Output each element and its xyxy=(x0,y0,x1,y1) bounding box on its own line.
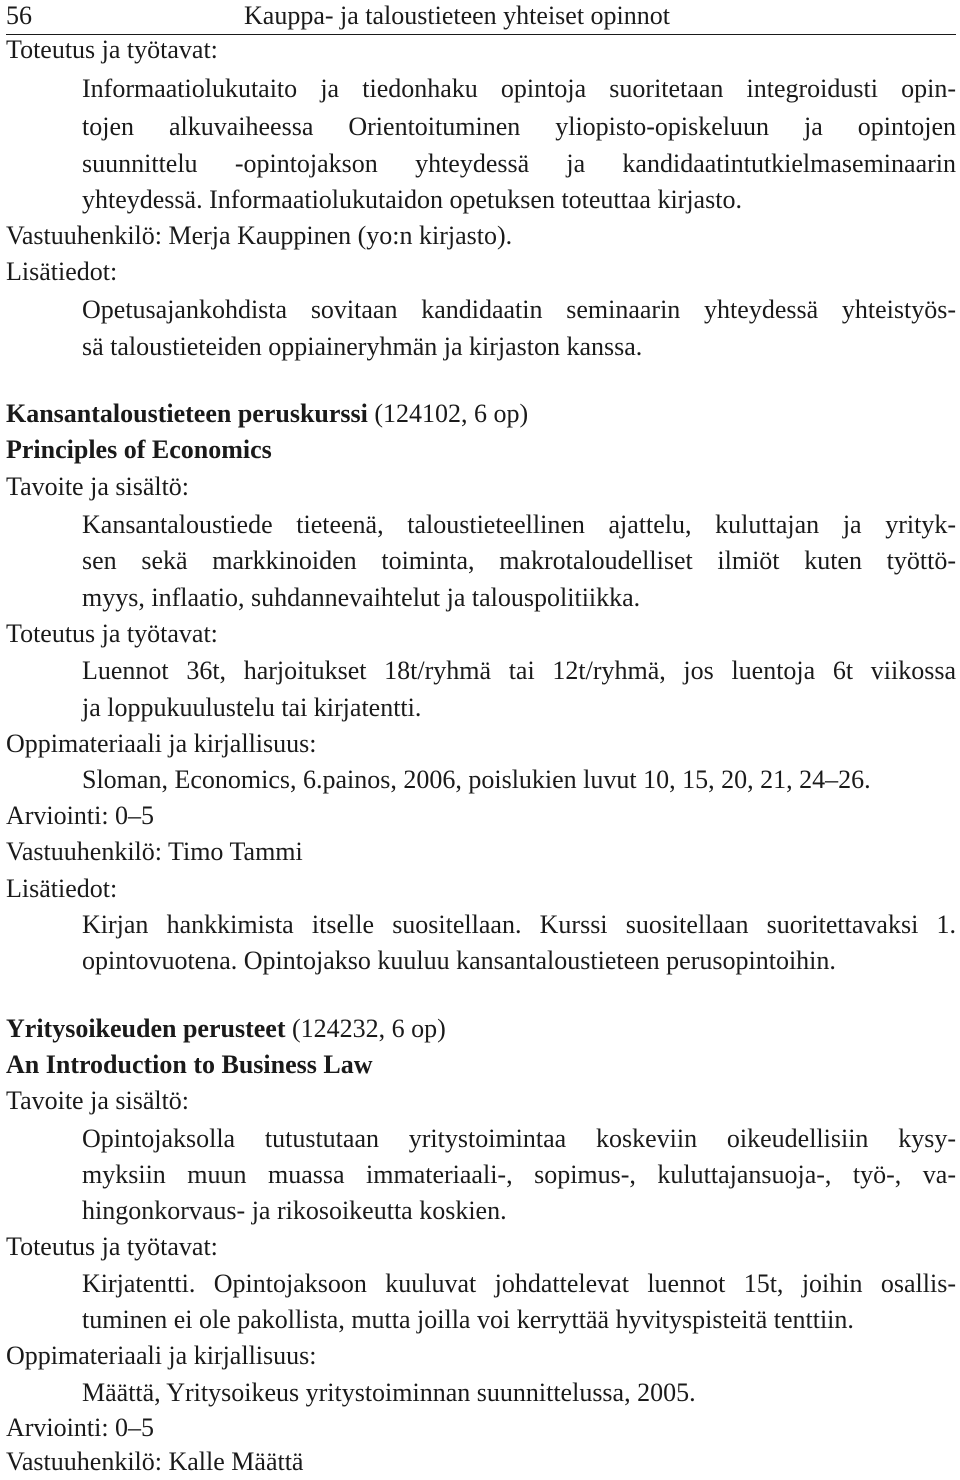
paragraph-line: opintovuotena. Opintojakso kuuluu kansantaloustieteen perusopintoihin. xyxy=(82,946,836,975)
paragraph-line: suunnittelu -opintojakson yhteydessä ja kandidaatintutkielmaseminaarin xyxy=(82,149,956,178)
paragraph-line: Sloman, Economics, 6.painos, 2006, poislukien luvut 10, 15, 20, 21, 24–26. xyxy=(82,765,871,794)
course-title xyxy=(6,1011,446,1047)
paragraph-line: Informaatiolukutaito ja tiedonhaku opintoja suoritetaan integroidusti opin- xyxy=(82,74,956,103)
paragraph-line: Kirjatentti. Opintojaksoon kuuluvat johdattelevat luennot 15t, joihin osallis- xyxy=(82,1269,956,1298)
course-english-title: An Introduction to Business Law xyxy=(6,1050,373,1079)
paragraph-line: Kansantaloustiede tieteenä, taloustieteellinen ajattelu, kuluttajan ja yrityk- xyxy=(82,510,956,539)
paragraph-line: ja loppukuulustelu tai kirjatentti. xyxy=(82,693,422,722)
vastuuhenkilo-line: Vastuuhenkilö: Timo Tammi xyxy=(6,837,303,866)
lisatiedot-label: Lisätiedot: xyxy=(6,257,118,286)
vastuuhenkilo-line: Vastuuhenkilö: Merja Kauppinen (yo:n kirjasto). xyxy=(6,221,513,250)
oppimateriaali-label: Oppimateriaali ja kirjallisuus: xyxy=(6,729,317,758)
paragraph-line: Kirjan hankkimista itselle suositellaan. Kurssi suositellaan suoritettavaksi 1. xyxy=(82,910,956,939)
tavoite-label: Tavoite ja sisältö: xyxy=(6,1086,190,1115)
course-title-name: Kansantaloustieteen peruskurssi xyxy=(6,399,368,428)
paragraph-line: tuminen ei ole pakollista, mutta joilla voi kerryttää hyvityspisteitä tenttiin. xyxy=(82,1305,854,1334)
lisatiedot-label: Lisätiedot: xyxy=(6,874,118,903)
arviointi-line: Arviointi: 0–5 xyxy=(6,1413,155,1442)
paragraph-line: Opetusajankohdista sovitaan kandidaatin seminaarin yhteydessä yhteistyös- xyxy=(82,295,956,324)
toteutus-label: Toteutus ja työtavat: xyxy=(6,1232,218,1261)
paragraph-line: Opintojaksolla tutustutaan yritystoimintaa koskeviin oikeudellisiin kysy- xyxy=(82,1124,956,1153)
paragraph-line: tojen alkuvaiheessa Orientoituminen yliopisto-opiskeluun ja opintojen xyxy=(82,112,956,141)
course-title-name: Yritysoikeuden perusteet xyxy=(6,1014,286,1043)
vastuuhenkilo-line: Vastuuhenkilö: Kalle Määttä xyxy=(6,1447,304,1476)
course-title xyxy=(6,396,528,432)
arviointi-line: Arviointi: 0–5 xyxy=(6,801,155,830)
paragraph-line: Määttä, Yritysoikeus yritystoiminnan suunnittelussa, 2005. xyxy=(82,1378,696,1407)
toteutus-label: Toteutus ja työtavat: xyxy=(6,619,218,648)
tavoite-label: Tavoite ja sisältö: xyxy=(6,472,190,501)
page-number: 56 xyxy=(6,1,32,30)
oppimateriaali-label: Oppimateriaali ja kirjallisuus: xyxy=(6,1341,317,1370)
paragraph-line: Luennot 36t, harjoitukset 18t/ryhmä tai 12t/ryhmä, jos luentoja 6t viikossa xyxy=(82,656,956,685)
course-english-title: Principles of Economics xyxy=(6,435,272,464)
course-code: (124232, 6 op) xyxy=(285,1014,446,1043)
paragraph-line: myksiin muun muassa immateriaali-, sopimus-, kuluttajansuoja-, työ-, va- xyxy=(82,1160,956,1189)
paragraph-line: yhteydessä. Informaatiolukutaidon opetuksen toteuttaa kirjasto. xyxy=(82,185,742,214)
course-code: (124102, 6 op) xyxy=(367,399,529,428)
page-header xyxy=(6,0,956,35)
paragraph-line: sen sekä markkinoiden toiminta, makrotaloudelliset ilmiöt kuten työttö- xyxy=(82,546,956,575)
paragraph-line: sä taloustieteiden oppiaineryhmän ja kirjaston kanssa. xyxy=(82,332,643,361)
running-title: Kauppa- ja taloustieteen yhteiset opinnot xyxy=(244,1,670,30)
toteutus-label: Toteutus ja työtavat: xyxy=(6,35,218,64)
paragraph-line: hingonkorvaus- ja rikosoikeutta koskien. xyxy=(82,1196,507,1225)
paragraph-line: myys, inflaatio, suhdannevaihtelut ja talouspolitiikka. xyxy=(82,583,641,612)
